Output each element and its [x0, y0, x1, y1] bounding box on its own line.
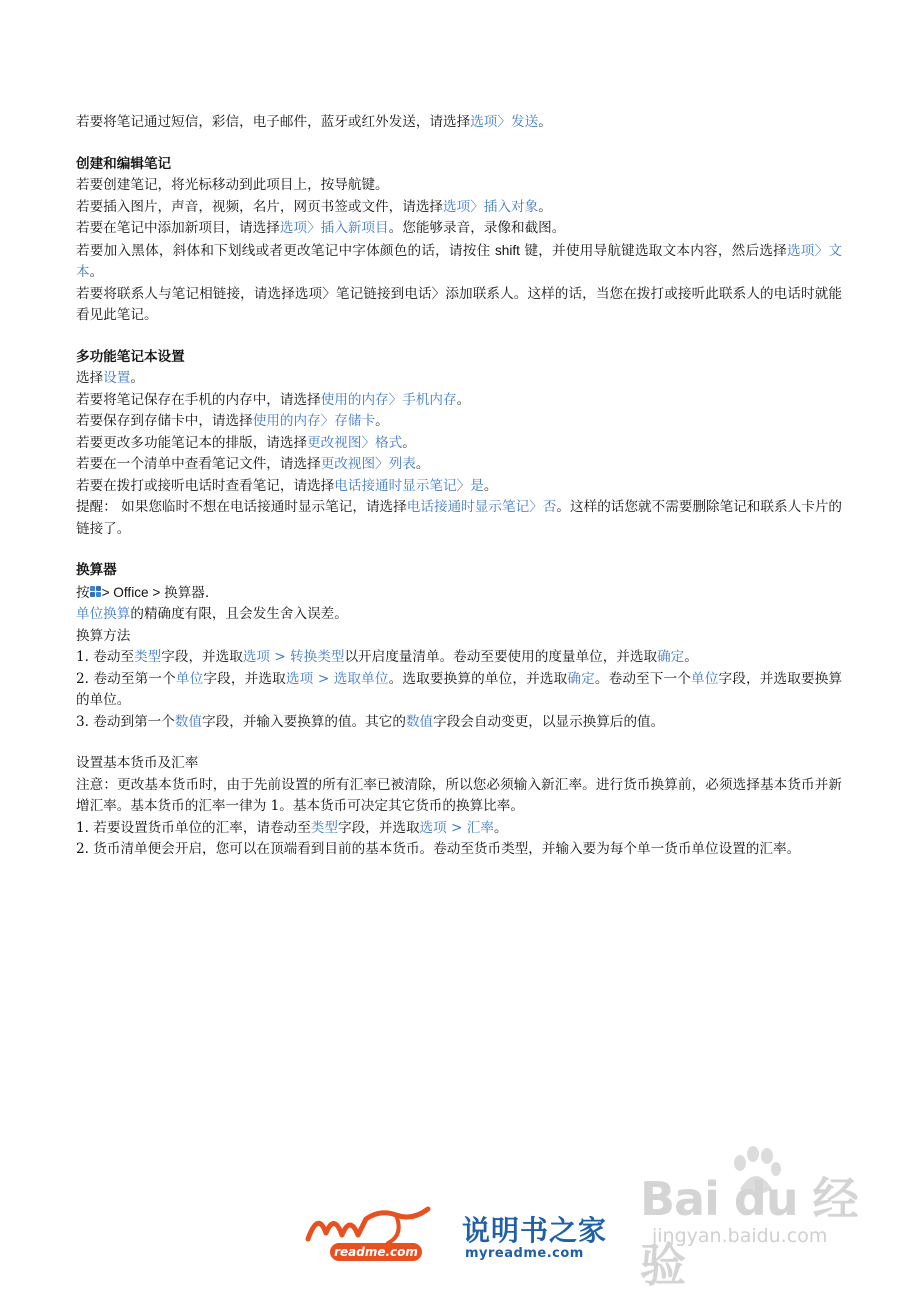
menu-key-icon — [90, 586, 102, 599]
converter-path: 按 > Office > 换算器. — [76, 584, 210, 601]
link-phone-memory[interactable]: 使用的内存〉手机内存 — [320, 391, 457, 408]
link-unit-conversion[interactable]: 单位换算 — [76, 606, 131, 622]
create-line-1: 若要创建笔记，将光标移动到此项目上，按导航键。 — [76, 177, 389, 193]
link-currency-type[interactable]: 类型 — [310, 819, 338, 836]
settings-line-7: 提醒： 如果您临时不想在电话接通时显示笔记，请选择电话接通时显示笔记〉否。这样的话您就不需要删除笔记和联系人卡片的链接了。 — [76, 499, 843, 537]
link-exchange-rate[interactable]: 选项 > 汇率 — [419, 819, 494, 836]
baidu-watermark — [640, 1145, 870, 1292]
method-step-2: 2. 卷动至第一个单位字段，并选取选项 > 选取单位。选取要换算的单位，并选取确定。卷动至下一个单位字段，并选取要换算的单位。 — [76, 670, 843, 708]
link-ok-2[interactable]: 确定 — [567, 670, 595, 687]
currency-note: 注意：更改基本货币时，由于先前设置的所有汇率已被清除，所以您必须输入新汇率。进行货币换算前，必须选择基本货币并新增汇率。基本货币的汇率一律为 1。基本货币可决定其它货币的换算比率。 — [76, 776, 842, 814]
link-show-notes-no[interactable]: 电话接通时显示笔记〉否 — [406, 499, 557, 515]
create-line-4: 若要加入黑体，斜体和下划线或者更改笔记中字体颜色的话，请按住 shift 键，并使用导航键选取文本内容，然后选择选项〉文本。 — [76, 242, 842, 280]
link-unit-field-2[interactable]: 单位 — [691, 670, 719, 687]
link-settings[interactable]: 设置 — [103, 370, 131, 386]
link-value-field[interactable]: 数值 — [174, 713, 203, 730]
settings-line-3: 若要保存到存储卡中，请选择使用的内存〉存储卡。 — [76, 413, 389, 429]
settings-line-5: 若要在一个清单中查看笔记文件，请选择更改视图〉列表。 — [76, 456, 430, 472]
document-body — [76, 112, 842, 861]
link-select-unit[interactable]: 选项 > 选取单位 — [285, 670, 389, 687]
currency-step-1: 1. 若要设置货币单位的汇率，请卷动至类型字段，并选取选项 > 汇率。 — [76, 819, 508, 836]
method-title: 换算方法 — [76, 627, 131, 644]
heading-create-edit: 创建和编辑笔记 — [76, 155, 172, 172]
link-memory-card[interactable]: 使用的内存〉存储卡 — [252, 413, 376, 429]
currency-step-2: 2. 货币清单便会开启，您可以在顶端看到目前的基本货币。卷动至货币类型，并输入要为每个单一货币单位设置的汇率。 — [76, 841, 801, 857]
brand-url: myreadme.com — [465, 1246, 584, 1261]
create-line-3: 若要在笔记中添加新项目，请选择选项〉插入新项目。您能够录音，录像和截图。 — [76, 220, 566, 236]
method-step-3: 3. 卷动到第一个数值字段，并输入要换算的值。其它的数值字段会自动变更，以显示换算后的值。 — [76, 713, 665, 730]
settings-line-6: 若要在拨打或接听电话时查看笔记，请选择电话接通时显示笔记〉是。 — [76, 477, 498, 494]
create-line-2: 若要插入图片，声音，视频，名片，网页书签或文件，请选择选项〉插入对象。 — [76, 198, 552, 215]
settings-line-4: 若要更改多功能笔记本的排版，请选择更改视图〉格式。 — [76, 434, 416, 451]
settings-line-1: 选择设置。 — [76, 370, 144, 386]
baidu-logo-text: Bai du 经验 — [640, 1172, 858, 1292]
link-convert-type[interactable]: 选项 > 转换类型 — [242, 649, 345, 665]
link-text-options[interactable]: 选项〉文本 — [76, 242, 842, 280]
converter-note: 单位换算的精确度有限，且会发生舍入误差。 — [76, 606, 348, 622]
method-step-1: 1. 卷动至类型字段，并选取选项 > 转换类型以开启度量清单。卷动至要使用的度量单位，并选取确定。 — [76, 649, 698, 665]
link-value-field-2[interactable]: 数值 — [405, 713, 434, 730]
link-ok[interactable]: 确定 — [657, 649, 685, 665]
link-send[interactable]: 选项〉发送 — [470, 114, 539, 130]
heading-converter: 换算器 — [76, 562, 117, 578]
link-view-list[interactable]: 更改视图〉列表 — [320, 456, 416, 472]
send-instruction: 若要将笔记通过短信，彩信，电子邮件，蓝牙或红外发送，请选择选项〉发送。 — [76, 114, 552, 130]
link-insert-new-item[interactable]: 选项〉插入新项目 — [279, 220, 389, 236]
link-view-format[interactable]: 更改视图〉格式 — [307, 434, 403, 451]
readme-badge: readme.com — [330, 1243, 422, 1261]
link-insert-object[interactable]: 选项〉插入对象 — [443, 198, 539, 215]
my-logo-icon — [300, 1205, 440, 1245]
heading-currency: 设置基本货币及汇率 — [76, 755, 199, 771]
link-show-notes-yes[interactable]: 电话接通时显示笔记〉是 — [334, 477, 484, 494]
link-type-field[interactable]: 类型 — [134, 649, 162, 665]
footer-branding — [290, 1205, 620, 1267]
jingyan-site: jingyan.baidu.com — [652, 1225, 828, 1247]
create-line-5: 若要将联系人与笔记相链接，请选择选项〉笔记链接到电话〉添加联系人。这样的话，当您在拨打或接听此联系人的电话时就能看见此笔记。 — [76, 285, 842, 323]
brand-title: 说明书之家 — [462, 1214, 608, 1247]
link-unit-field[interactable]: 单位 — [175, 670, 204, 687]
settings-line-2: 若要将笔记保存在手机的内存中，请选择使用的内存〉手机内存。 — [76, 391, 471, 408]
heading-notebook-settings: 多功能笔记本设置 — [76, 348, 185, 365]
